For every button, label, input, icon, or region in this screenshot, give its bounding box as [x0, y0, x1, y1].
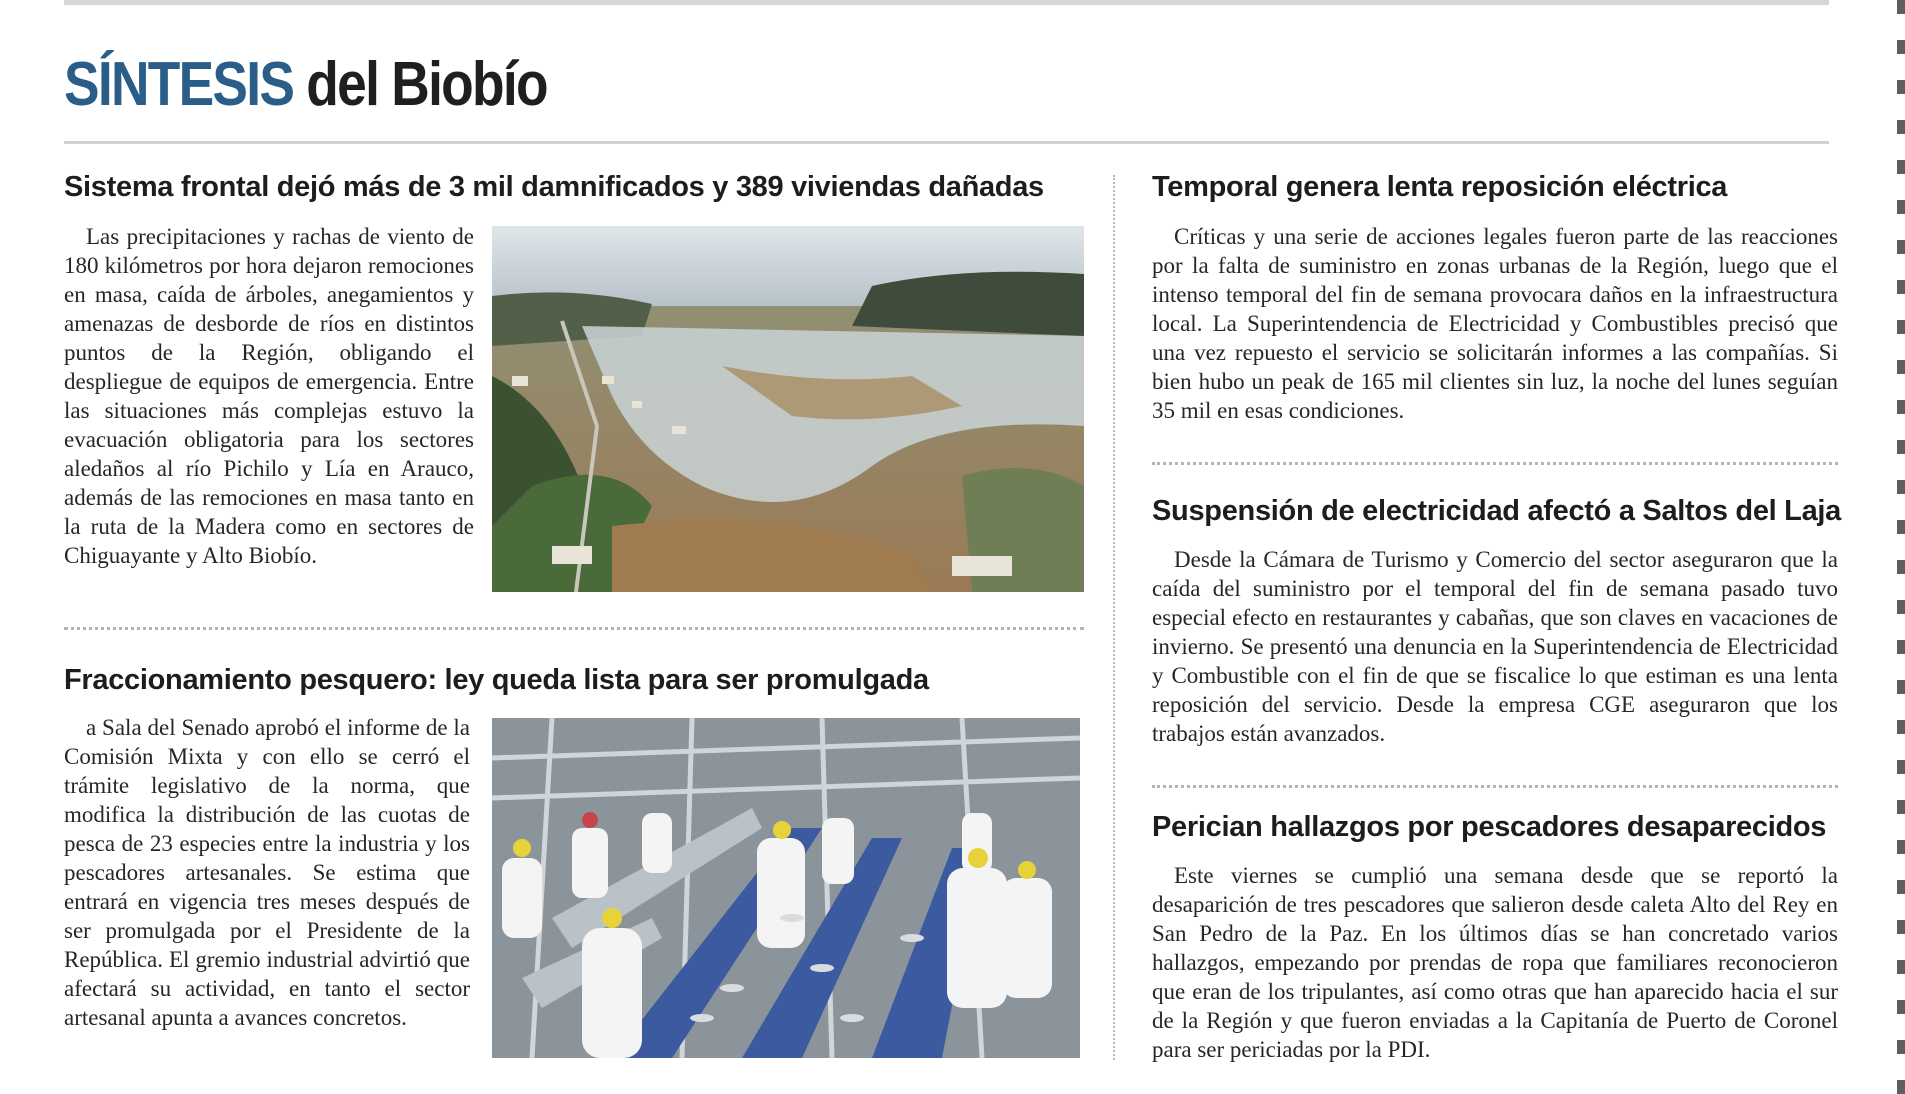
headline-floods: Sistema frontal dejó más de 3 mil damnificados y 389 viviendas dañadas — [64, 171, 1044, 203]
headline-missing-fishermen: Perician hallazgos por pescadores desaparecidos — [1152, 811, 1827, 843]
separator-right-1 — [1152, 462, 1838, 465]
section-rule — [64, 141, 1829, 144]
headline-saltos-del-laja: Suspensión de electricidad afectó a Saltos del Laja — [1152, 495, 1841, 527]
headline-fishing-law: Fraccionamiento pesquero: ley queda lista para ser promulgada — [64, 664, 929, 696]
flood-photo — [492, 226, 1084, 592]
section-title-rest: del Biobío — [306, 50, 547, 119]
flooded-valley-image — [492, 226, 1084, 592]
separator-left — [64, 627, 1084, 630]
headline-power-restoration: Temporal genera lenta reposición eléctrica — [1152, 171, 1728, 203]
column-divider — [1113, 175, 1115, 1060]
section-title-accent: SÍNTESIS — [64, 50, 294, 119]
top-rule — [64, 0, 1829, 5]
adjacent-page-edge — [1897, 0, 1905, 1094]
body-fishing-law: a Sala del Senado aprobó el informe de la Comisión Mixta y con ello se cerró el trámite legislativo de la norma, que modifica la distribución de las cuotas de pesca de 23 especies entre la industria y los pescadores artesanales. Se estima que entrará en vigencia tres meses después de ser promulgada por el Presidente de la República. El gremio industrial advirtió que afectará su actividad, en tanto el sector artesanal apunta a avances concretos. — [64, 715, 470, 1030]
fish-plant-photo — [492, 718, 1080, 1058]
body-missing-fishermen: Este viernes se cumplió una semana desde que se reportó la desaparición de tres pescadores que salieron desde caleta Alto del Rey en San Pedro de la Paz. En los últimos días se han concretado varios hallazgos, empezando por prendas de ropa que familiares reconocieron que eran de los tripulantes, así como otras que han aparecido hacia el sur de la Región y que fueron enviadas a la Capitanía de Puerto de Coronel para ser periciadas por la PDI. — [1152, 863, 1838, 1062]
section-title — [64, 50, 547, 119]
separator-right-2 — [1152, 785, 1838, 788]
body-saltos-del-laja: Desde la Cámara de Turismo y Comercio del sector aseguraron que la caída del suministro por el temporal del fin de semana pasado tuvo especial efecto en restaurantes y cabañas, que son claves en vacaciones de invierno. Se presentó una denuncia en la Superintendencia de Electricidad y Combustible con el fin de que se fiscalice lo que estiman es una lenta reposición del servicio. Desde la empresa CGE aseguraron que los trabajos están avanzados. — [1152, 547, 1838, 746]
fish-processing-image — [492, 718, 1080, 1058]
body-power-restoration: Críticas y una serie de acciones legales fueron parte de las reacciones por la falta de suministro en zonas urbanas de la Región, luego que el intenso temporal del fin de semana provocara daños en la infraestructura local. La Superintendencia de Electricidad y Combustibles precisó que una vez repuesto el servicio se solicitarán informes a las compañías. Si bien hubo un peak de 165 mil clientes sin luz, la noche del lunes seguían 35 mil en esas condiciones. — [1152, 224, 1838, 423]
body-floods: Las precipitaciones y rachas de viento de 180 kilómetros por hora dejaron remociones en masa, caída de árboles, anegamientos y amenazas de desborde de ríos en distintos puntos de la Región, obligando el despliegue de equipos de emergencia. Entre las situaciones más complejas estuvo la evacuación obligatoria para los sectores aledaños al río Pichilo y Lía en Arauco, además de las remociones en masa tanto en la ruta de la Madera como en sectores de Chiguayante y Alto Biobío. — [64, 224, 474, 568]
